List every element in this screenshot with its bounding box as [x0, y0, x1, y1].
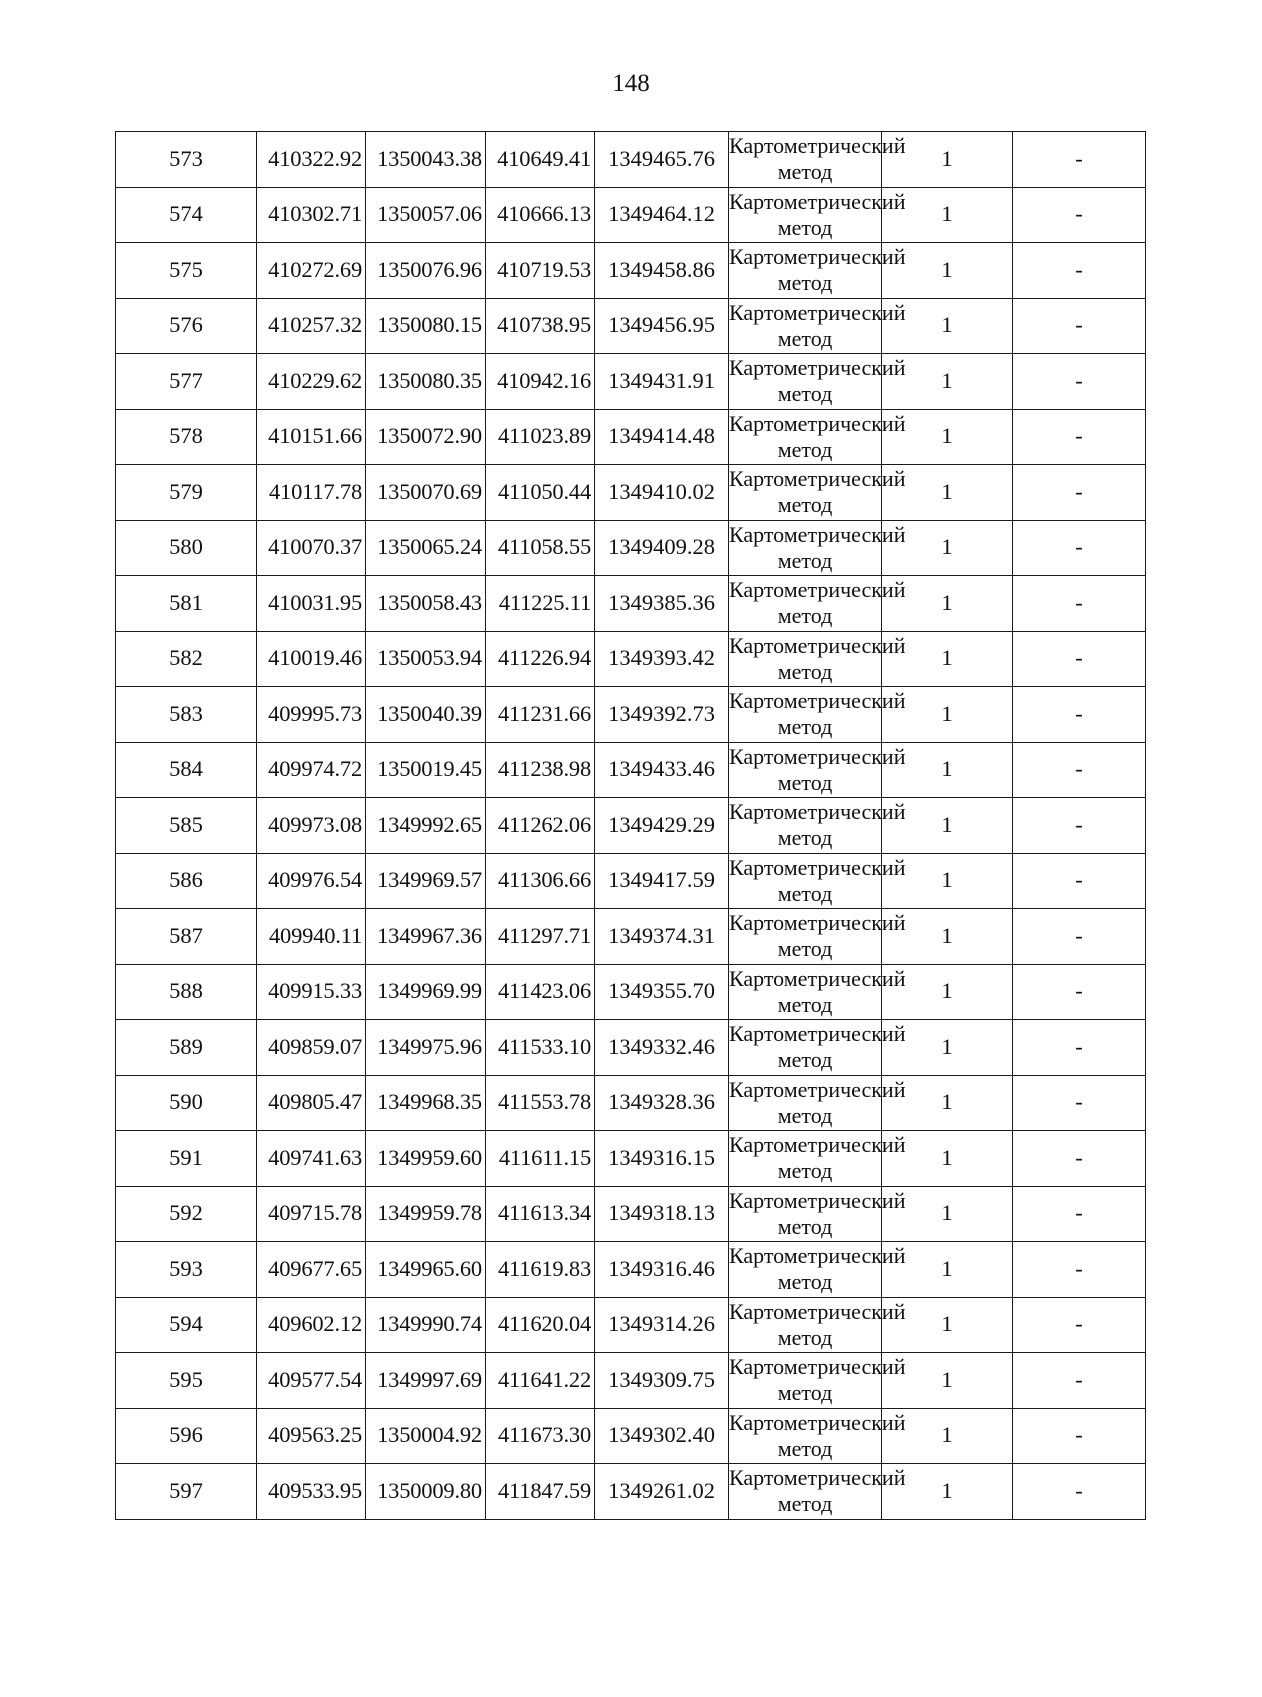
x-old-cell: 410151.66 [257, 409, 366, 465]
x-new-cell: 411533.10 [486, 1020, 595, 1076]
table-row [116, 187, 1146, 243]
table-row [116, 1131, 1146, 1187]
x-old-cell: 409741.63 [257, 1131, 366, 1187]
note-cell: - [1013, 1353, 1146, 1409]
x-new-cell: 411306.66 [486, 853, 595, 909]
x-old-cell: 409859.07 [257, 1020, 366, 1076]
x-old-cell: 410272.69 [257, 243, 366, 299]
x-old-cell: 409577.54 [257, 1353, 366, 1409]
method-cell: Картометрический метод [729, 909, 882, 965]
x-old-cell: 409995.73 [257, 687, 366, 743]
x-old-cell: 410322.92 [257, 132, 366, 188]
point-number-cell: 589 [116, 1020, 257, 1076]
x-old-cell: 410257.32 [257, 298, 366, 354]
method-cell: Картометрический метод [729, 1408, 882, 1464]
point-number-cell: 585 [116, 798, 257, 854]
note-cell: - [1013, 853, 1146, 909]
y-new-cell: 1349409.28 [595, 520, 729, 576]
accuracy-cell: 1 [882, 409, 1013, 465]
y-new-cell: 1349302.40 [595, 1408, 729, 1464]
x-old-cell: 409677.65 [257, 1242, 366, 1298]
accuracy-cell: 1 [882, 243, 1013, 299]
accuracy-cell: 1 [882, 1408, 1013, 1464]
accuracy-cell: 1 [882, 909, 1013, 965]
table-row [116, 1186, 1146, 1242]
method-cell: Картометрический метод [729, 132, 882, 188]
y-new-cell: 1349414.48 [595, 409, 729, 465]
note-cell: - [1013, 687, 1146, 743]
method-cell: Картометрический метод [729, 964, 882, 1020]
note-cell: - [1013, 631, 1146, 687]
point-number-cell: 576 [116, 298, 257, 354]
point-number-cell: 590 [116, 1075, 257, 1131]
y-old-cell: 1349968.35 [366, 1075, 486, 1131]
method-cell: Картометрический метод [729, 687, 882, 743]
method-cell: Картометрический метод [729, 798, 882, 854]
point-number-cell: 587 [116, 909, 257, 965]
point-number-cell: 578 [116, 409, 257, 465]
note-cell: - [1013, 409, 1146, 465]
table-row [116, 243, 1146, 299]
point-number-cell: 596 [116, 1408, 257, 1464]
point-number-cell: 593 [116, 1242, 257, 1298]
point-number-cell: 592 [116, 1186, 257, 1242]
table-row [116, 1297, 1146, 1353]
x-new-cell: 411023.89 [486, 409, 595, 465]
note-cell: - [1013, 964, 1146, 1020]
x-old-cell: 409976.54 [257, 853, 366, 909]
accuracy-cell: 1 [882, 1242, 1013, 1298]
accuracy-cell: 1 [882, 1131, 1013, 1187]
note-cell: - [1013, 243, 1146, 299]
accuracy-cell: 1 [882, 964, 1013, 1020]
x-new-cell: 411423.06 [486, 964, 595, 1020]
y-old-cell: 1350019.45 [366, 742, 486, 798]
note-cell: - [1013, 1186, 1146, 1242]
point-number-cell: 588 [116, 964, 257, 1020]
table-row [116, 964, 1146, 1020]
method-cell: Картометрический метод [729, 298, 882, 354]
point-number-cell: 581 [116, 576, 257, 632]
table-row [116, 798, 1146, 854]
table-row [116, 742, 1146, 798]
note-cell: - [1013, 354, 1146, 410]
x-new-cell: 410719.53 [486, 243, 595, 299]
x-new-cell: 411238.98 [486, 742, 595, 798]
y-old-cell: 1350057.06 [366, 187, 486, 243]
y-old-cell: 1349992.65 [366, 798, 486, 854]
y-old-cell: 1349965.60 [366, 1242, 486, 1298]
table-row [116, 687, 1146, 743]
y-old-cell: 1350004.92 [366, 1408, 486, 1464]
note-cell: - [1013, 465, 1146, 521]
point-number-cell: 580 [116, 520, 257, 576]
table-row [116, 1353, 1146, 1409]
table-row [116, 298, 1146, 354]
y-old-cell: 1350043.38 [366, 132, 486, 188]
accuracy-cell: 1 [882, 354, 1013, 410]
accuracy-cell: 1 [882, 853, 1013, 909]
method-cell: Картометрический метод [729, 243, 882, 299]
accuracy-cell: 1 [882, 465, 1013, 521]
method-cell: Картометрический метод [729, 631, 882, 687]
y-old-cell: 1350070.69 [366, 465, 486, 521]
method-cell: Картометрический метод [729, 1186, 882, 1242]
x-new-cell: 411611.15 [486, 1131, 595, 1187]
y-old-cell: 1350080.15 [366, 298, 486, 354]
accuracy-cell: 1 [882, 1464, 1013, 1520]
accuracy-cell: 1 [882, 132, 1013, 188]
x-old-cell: 409915.33 [257, 964, 366, 1020]
x-old-cell: 409533.95 [257, 1464, 366, 1520]
y-new-cell: 1349431.91 [595, 354, 729, 410]
x-new-cell: 411262.06 [486, 798, 595, 854]
x-old-cell: 410302.71 [257, 187, 366, 243]
accuracy-cell: 1 [882, 798, 1013, 854]
x-new-cell: 411673.30 [486, 1408, 595, 1464]
x-new-cell: 411620.04 [486, 1297, 595, 1353]
point-number-cell: 591 [116, 1131, 257, 1187]
y-old-cell: 1350053.94 [366, 631, 486, 687]
point-number-cell: 594 [116, 1297, 257, 1353]
table-row [116, 576, 1146, 632]
method-cell: Картометрический метод [729, 1353, 882, 1409]
note-cell: - [1013, 798, 1146, 854]
y-new-cell: 1349316.15 [595, 1131, 729, 1187]
point-number-cell: 577 [116, 354, 257, 410]
y-new-cell: 1349417.59 [595, 853, 729, 909]
table-row [116, 465, 1146, 521]
x-old-cell: 410019.46 [257, 631, 366, 687]
x-old-cell: 409715.78 [257, 1186, 366, 1242]
y-old-cell: 1349959.78 [366, 1186, 486, 1242]
y-new-cell: 1349385.36 [595, 576, 729, 632]
method-cell: Картометрический метод [729, 354, 882, 410]
table-row [116, 1020, 1146, 1076]
method-cell: Картометрический метод [729, 742, 882, 798]
x-old-cell: 410117.78 [257, 465, 366, 521]
x-new-cell: 411226.94 [486, 631, 595, 687]
y-old-cell: 1350009.80 [366, 1464, 486, 1520]
table-row [116, 1075, 1146, 1131]
note-cell: - [1013, 1075, 1146, 1131]
point-number-cell: 573 [116, 132, 257, 188]
y-old-cell: 1350076.96 [366, 243, 486, 299]
y-new-cell: 1349316.46 [595, 1242, 729, 1298]
y-new-cell: 1349429.29 [595, 798, 729, 854]
y-old-cell: 1349959.60 [366, 1131, 486, 1187]
x-new-cell: 411613.34 [486, 1186, 595, 1242]
point-number-cell: 586 [116, 853, 257, 909]
x-new-cell: 411225.11 [486, 576, 595, 632]
table-row [116, 853, 1146, 909]
note-cell: - [1013, 1131, 1146, 1187]
accuracy-cell: 1 [882, 1297, 1013, 1353]
method-cell: Картометрический метод [729, 1242, 882, 1298]
x-new-cell: 411050.44 [486, 465, 595, 521]
x-old-cell: 410070.37 [257, 520, 366, 576]
x-new-cell: 410649.41 [486, 132, 595, 188]
accuracy-cell: 1 [882, 1075, 1013, 1131]
y-new-cell: 1349410.02 [595, 465, 729, 521]
method-cell: Картометрический метод [729, 187, 882, 243]
method-cell: Картометрический метод [729, 1464, 882, 1520]
x-new-cell: 411058.55 [486, 520, 595, 576]
method-cell: Картометрический метод [729, 1075, 882, 1131]
y-old-cell: 1350080.35 [366, 354, 486, 410]
page-number: 148 [612, 70, 650, 97]
note-cell: - [1013, 1020, 1146, 1076]
x-new-cell: 411619.83 [486, 1242, 595, 1298]
point-number-cell: 583 [116, 687, 257, 743]
point-number-cell: 584 [116, 742, 257, 798]
note-cell: - [1013, 742, 1146, 798]
note-cell: - [1013, 1242, 1146, 1298]
y-old-cell: 1350072.90 [366, 409, 486, 465]
y-new-cell: 1349355.70 [595, 964, 729, 1020]
x-old-cell: 409805.47 [257, 1075, 366, 1131]
method-cell: Картометрический метод [729, 1131, 882, 1187]
y-new-cell: 1349392.73 [595, 687, 729, 743]
x-old-cell: 410031.95 [257, 576, 366, 632]
x-old-cell: 409974.72 [257, 742, 366, 798]
accuracy-cell: 1 [882, 631, 1013, 687]
accuracy-cell: 1 [882, 742, 1013, 798]
x-old-cell: 409563.25 [257, 1408, 366, 1464]
table-row [116, 631, 1146, 687]
x-new-cell: 410942.16 [486, 354, 595, 410]
y-new-cell: 1349328.36 [595, 1075, 729, 1131]
accuracy-cell: 1 [882, 187, 1013, 243]
x-new-cell: 411641.22 [486, 1353, 595, 1409]
y-new-cell: 1349456.95 [595, 298, 729, 354]
table-row [116, 1408, 1146, 1464]
method-cell: Картометрический метод [729, 1020, 882, 1076]
y-new-cell: 1349374.31 [595, 909, 729, 965]
y-new-cell: 1349314.26 [595, 1297, 729, 1353]
y-new-cell: 1349332.46 [595, 1020, 729, 1076]
method-cell: Картометрический метод [729, 520, 882, 576]
note-cell: - [1013, 187, 1146, 243]
y-new-cell: 1349465.76 [595, 132, 729, 188]
y-old-cell: 1349975.96 [366, 1020, 486, 1076]
table-row [116, 520, 1146, 576]
accuracy-cell: 1 [882, 576, 1013, 632]
coordinates-table [115, 131, 1146, 1520]
note-cell: - [1013, 132, 1146, 188]
accuracy-cell: 1 [882, 520, 1013, 576]
note-cell: - [1013, 1408, 1146, 1464]
y-old-cell: 1349990.74 [366, 1297, 486, 1353]
x-new-cell: 411231.66 [486, 687, 595, 743]
point-number-cell: 574 [116, 187, 257, 243]
accuracy-cell: 1 [882, 687, 1013, 743]
y-new-cell: 1349309.75 [595, 1353, 729, 1409]
y-new-cell: 1349464.12 [595, 187, 729, 243]
point-number-cell: 582 [116, 631, 257, 687]
note-cell: - [1013, 298, 1146, 354]
table-row [116, 909, 1146, 965]
note-cell: - [1013, 1464, 1146, 1520]
table-body [116, 132, 1146, 1520]
y-old-cell: 1350058.43 [366, 576, 486, 632]
table-row [116, 1464, 1146, 1520]
y-new-cell: 1349261.02 [595, 1464, 729, 1520]
method-cell: Картометрический метод [729, 1297, 882, 1353]
point-number-cell: 579 [116, 465, 257, 521]
y-old-cell: 1350065.24 [366, 520, 486, 576]
method-cell: Картометрический метод [729, 576, 882, 632]
y-old-cell: 1350040.39 [366, 687, 486, 743]
point-number-cell: 597 [116, 1464, 257, 1520]
note-cell: - [1013, 576, 1146, 632]
accuracy-cell: 1 [882, 298, 1013, 354]
x-new-cell: 411297.71 [486, 909, 595, 965]
method-cell: Картометрический метод [729, 409, 882, 465]
x-new-cell: 410666.13 [486, 187, 595, 243]
x-new-cell: 411553.78 [486, 1075, 595, 1131]
x-old-cell: 409940.11 [257, 909, 366, 965]
x-new-cell: 411847.59 [486, 1464, 595, 1520]
x-old-cell: 410229.62 [257, 354, 366, 410]
point-number-cell: 595 [116, 1353, 257, 1409]
table-row [116, 354, 1146, 410]
y-old-cell: 1349997.69 [366, 1353, 486, 1409]
y-old-cell: 1349967.36 [366, 909, 486, 965]
y-old-cell: 1349969.99 [366, 964, 486, 1020]
y-old-cell: 1349969.57 [366, 853, 486, 909]
x-old-cell: 409973.08 [257, 798, 366, 854]
accuracy-cell: 1 [882, 1020, 1013, 1076]
y-new-cell: 1349433.46 [595, 742, 729, 798]
method-cell: Картометрический метод [729, 853, 882, 909]
accuracy-cell: 1 [882, 1353, 1013, 1409]
note-cell: - [1013, 1297, 1146, 1353]
y-new-cell: 1349318.13 [595, 1186, 729, 1242]
table-row [116, 132, 1146, 188]
accuracy-cell: 1 [882, 1186, 1013, 1242]
note-cell: - [1013, 520, 1146, 576]
x-old-cell: 409602.12 [257, 1297, 366, 1353]
note-cell: - [1013, 909, 1146, 965]
method-cell: Картометрический метод [729, 465, 882, 521]
point-number-cell: 575 [116, 243, 257, 299]
y-new-cell: 1349458.86 [595, 243, 729, 299]
table-row [116, 1242, 1146, 1298]
table-row [116, 409, 1146, 465]
x-new-cell: 410738.95 [486, 298, 595, 354]
y-new-cell: 1349393.42 [595, 631, 729, 687]
